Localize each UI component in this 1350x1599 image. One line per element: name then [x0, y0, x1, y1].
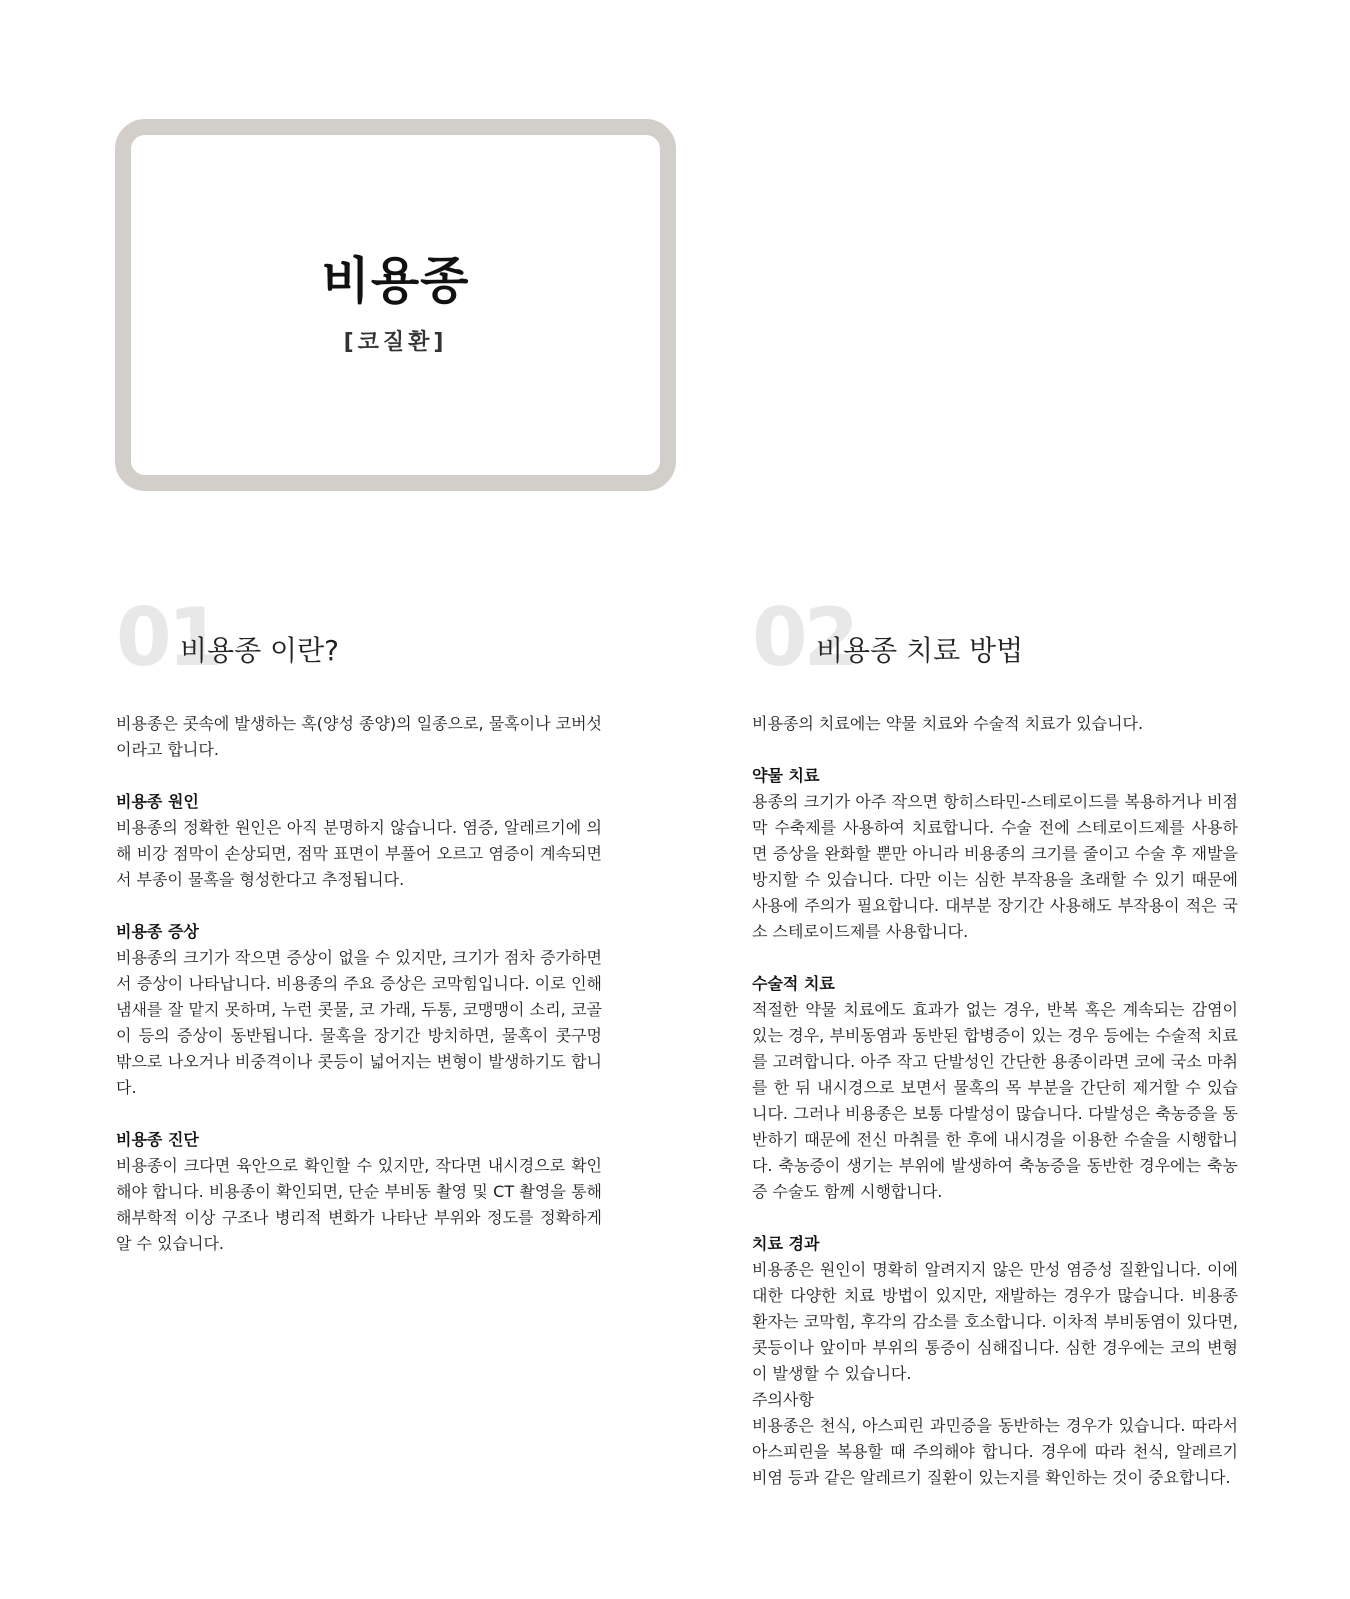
page-title: 비용종 — [321, 252, 470, 310]
item-title: 비용종 원인 — [116, 792, 199, 811]
item-progress — [752, 1231, 1238, 1491]
section-treatment — [752, 591, 1238, 1491]
item-diagnosis — [116, 1127, 602, 1257]
item-cause — [116, 789, 602, 893]
item-symptoms — [116, 919, 602, 1101]
section-heading: 비용종 치료 방법 — [816, 634, 1024, 667]
section-heading: 비용종 이란? — [180, 634, 340, 667]
section-intro: 비용종의 치료에는 약물 치료와 수술적 치료가 있습니다. — [752, 714, 1144, 733]
page-subtitle: [코질환] — [343, 330, 448, 355]
item-body: 용종의 크기가 아주 작으면 항히스타민-스테로이드를 복용하거나 비점막 수축제를 사용하여 치료합니다. 수술 전에 스테로이드제를 사용하면 증상을 완화할 뿐만 아니라 비용종의 크기를 줄이고 수술 후 재발을 방지할 수 있습니다. 다만 이는 심한 부작용을 초래할 수 있기 때문에 사용에 주의가 필요합니다. 대부분 장기간 사용해도 부작용이 적은 국소 스테로이드제를 사용합니다. — [752, 792, 1238, 941]
item-body: 비용종의 정확한 원인은 아직 분명하지 않습니다. 염증, 알레르기에 의해 비강 점막이 손상되면, 점막 표면이 부풀어 오르고 염증이 계속되면서 부종이 물혹을 형성한다고 추정됩니다. — [116, 818, 602, 889]
item-body: 비용종이 크다면 육안으로 확인할 수 있지만, 작다면 내시경으로 확인해야 합니다. 비용종이 확인되면, 단순 부비동 촬영 및 CT 촬영을 통해 해부학적 이상 구조나 병리적 변화가 나타난 부위와 정도를 정확하게 알 수 있습니다. — [116, 1156, 602, 1253]
section-header — [752, 591, 1238, 684]
item-title: 수술적 치료 — [752, 974, 835, 993]
caution-title: 주의사항 — [752, 1390, 814, 1409]
section-header — [116, 591, 602, 684]
section-intro: 비용종은 콧속에 발생하는 혹(양성 종양)의 일종으로, 물혹이나 코버섯이라고 합니다. — [116, 714, 602, 759]
caution-body: 비용종은 천식, 아스피린 과민증을 동반하는 경우가 있습니다. 따라서 아스피린을 복용할 때 주의해야 합니다. 경우에 따라 천식, 알레르기 비염 등과 같은 알레르기 질환이 있는지를 확인하는 것이 중요합니다. — [752, 1416, 1238, 1487]
item-title: 비용종 진단 — [116, 1130, 199, 1149]
item-title: 치료 경과 — [752, 1234, 820, 1253]
item-body: 비용종은 원인이 명확히 알려지지 않은 만성 염증성 질환입니다. 이에 대한 다양한 치료 방법이 있지만, 재발하는 경우가 많습니다. 비용종 환자는 코막힘, 후각의 감소를 호소합니다. 이차적 부비동염이 있다면, 콧등이나 앞이마 부위의 통증이 심해집니다. 심한 경우에는 코의 변형이 발생할 수 있습니다. — [752, 1260, 1238, 1383]
item-body: 비용종의 크기가 작으면 증상이 없을 수 있지만, 크기가 점차 증가하면서 증상이 나타납니다. 비용종의 주요 증상은 코막힘입니다. 이로 인해 냄새를 잘 맡지 못하며, 누런 콧물, 코 가래, 두통, 코맹맹이 소리, 코골이 등의 증상이 동반됩니다. 물혹을 장기간 방치하면, 물혹이 콧구멍 밖으로 나오거나 비중격이나 콧등이 넓어지는 변형이 발생하기도 합니다. — [116, 948, 602, 1097]
item-title: 약물 치료 — [752, 766, 820, 785]
section-what-is — [116, 591, 602, 1257]
section-number: 02 — [752, 591, 856, 684]
title-card — [115, 119, 676, 491]
item-body: 적절한 약물 치료에도 효과가 없는 경우, 반복 혹은 계속되는 감염이 있는 경우, 부비동염과 동반된 합병증이 있는 경우 등에는 수술적 치료를 고려합니다. 아주 작고 단발성인 간단한 용종이라면 코에 국소 마취를 한 뒤 내시경으로 보면서 물혹의 목 부분을 간단히 제거할 수 있습니다. 그러나 비용종은 보통 다발성이 많습니다. 다발성은 축농증을 동반하기 때문에 전신 마취를 한 후에 내시경을 이용한 수술을 시행합니다. 축농증이 생기는 부위에 발생하여 축농증을 동반한 경우에는 축농증 수술도 함께 시행합니다. — [752, 1000, 1238, 1201]
section-number: 01 — [116, 591, 220, 684]
item-medication — [752, 763, 1238, 945]
item-title: 비용종 증상 — [116, 922, 199, 941]
item-surgery — [752, 971, 1238, 1205]
